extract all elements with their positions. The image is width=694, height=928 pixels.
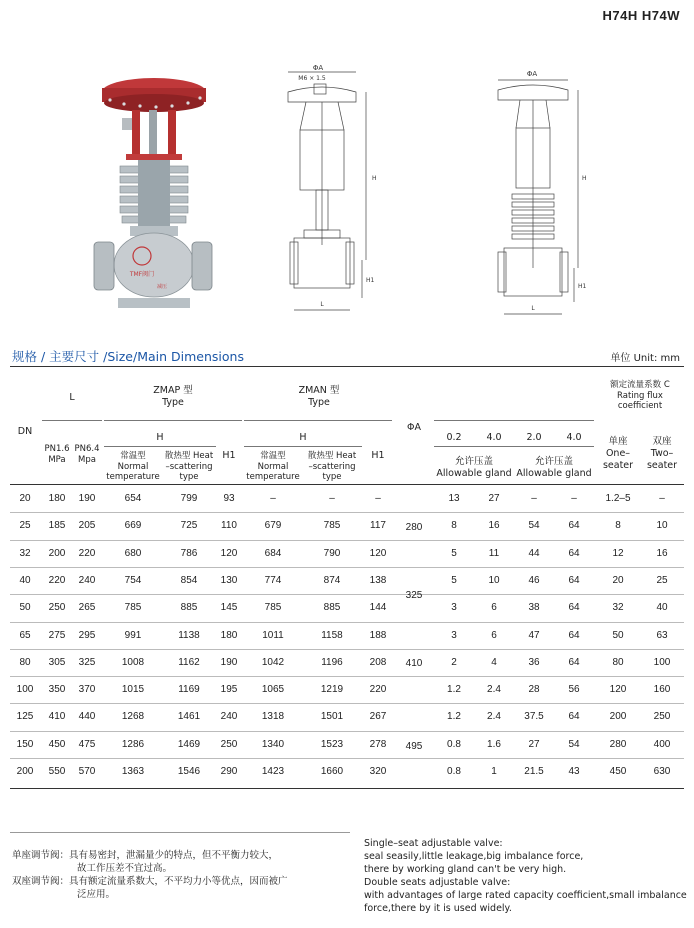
table-cell: 1042 (261, 656, 285, 668)
table-cell: 32 (19, 547, 31, 559)
table-cell: 117 (370, 520, 386, 532)
table-cell: 1 (491, 766, 497, 777)
model-title: H74H H74W (602, 8, 680, 23)
table-cell: 2.4 (487, 711, 501, 723)
row-divider (10, 731, 684, 732)
table-cell: 6 (491, 629, 497, 641)
table-cell: 3 (451, 602, 457, 614)
thread-label: M6 × 1.5 (298, 75, 326, 82)
table-cell: 550 (48, 766, 66, 777)
table-cell: 786 (180, 547, 198, 559)
table-cell: 16 (488, 520, 500, 532)
table-cell: 190 (220, 656, 238, 668)
table-cell: 305 (48, 656, 66, 668)
table-cell: 54 (568, 738, 580, 750)
table-cell: 290 (220, 766, 238, 777)
table-cell: 120 (369, 547, 387, 559)
table-cell: 1660 (320, 766, 344, 777)
table-cell: 64 (568, 520, 580, 532)
table-cell: 120 (220, 547, 238, 559)
table-cell: 440 (78, 711, 96, 723)
table-cell: 0.8 (447, 766, 461, 777)
table-cell: 220 (48, 574, 66, 586)
table-cell: 8 (451, 520, 457, 532)
table-cell: 1340 (261, 738, 285, 750)
table-cell: 64 (568, 656, 580, 668)
table-cell: 854 (180, 574, 198, 586)
table-cell: 65 (19, 629, 31, 641)
badge-text: 减压 (156, 284, 168, 290)
header-g40b: 4.0 (566, 432, 582, 443)
header-one-seater: 单座 One– seater (602, 436, 634, 471)
table-cell: 5 (451, 574, 457, 586)
notes-rule (10, 832, 350, 833)
table-cell: 475 (78, 738, 96, 750)
table-cell: 250 (48, 602, 66, 614)
note-en-6: force,there by it is used widely. (364, 903, 512, 914)
table-cell: 3 (451, 629, 457, 641)
table-cell: – (531, 493, 537, 504)
row-divider (10, 649, 684, 650)
header-pn16: PN1.6 MPa (44, 444, 70, 465)
row-divider (10, 567, 684, 568)
table-cell: – (659, 493, 665, 504)
header-line-zman (244, 420, 392, 421)
table-cell: 27 (488, 493, 500, 504)
table-cell: 63 (656, 629, 668, 641)
table-cell: 25 (656, 574, 668, 586)
header-rating: 额定流量系数 C Rating flux coefficient (610, 380, 670, 411)
table-cell: 1065 (261, 684, 285, 696)
header-zman-h1: H1 (371, 450, 385, 461)
table-cell: 1196 (321, 656, 343, 668)
header-l: L (69, 392, 75, 403)
table-cell: 205 (78, 520, 96, 532)
table-cell: 50 (19, 602, 31, 614)
note-cn-1b: 故工作压差不宜过高。 (77, 863, 173, 874)
h-label-2: H (582, 175, 587, 182)
table-cell: 13 (448, 493, 460, 504)
table-cell: 160 (653, 684, 671, 696)
header-gland2: 允许压盖 Allowable gland (516, 456, 592, 479)
table-cell: 27 (528, 738, 540, 750)
note-en-1: Single–seat adjustable valve: (364, 838, 503, 849)
table-cell: 54 (528, 520, 540, 532)
table-cell: 1015 (121, 684, 145, 696)
table-cell: 200 (609, 711, 627, 723)
table-cell: 100 (653, 656, 671, 668)
table-cell: 669 (124, 520, 142, 532)
table-cell: 180 (220, 629, 238, 641)
table-cell: 110 (221, 520, 237, 532)
header-zmap-h1: H1 (222, 450, 236, 461)
header-line-gland (434, 420, 594, 421)
header-line-l (42, 420, 102, 421)
table-cell: 410 (48, 711, 66, 723)
table-cell: 12 (612, 547, 624, 559)
row-divider (10, 622, 684, 623)
table-cell: 570 (78, 766, 96, 777)
table-cell: 100 (16, 684, 34, 696)
l-label-2: L (531, 305, 535, 312)
table-cell: 680 (124, 547, 142, 559)
table-cell: 200 (48, 547, 66, 559)
table-cell: 38 (528, 602, 540, 614)
table-cell: 6 (491, 602, 497, 614)
header-g02: 0.2 (446, 432, 462, 443)
table-cell: 1318 (261, 711, 285, 723)
h1-label: H1 (366, 277, 375, 284)
unit-label: 单位 Unit: mm (610, 353, 680, 364)
table-cell: 265 (78, 602, 96, 614)
table-cell: – (270, 493, 276, 504)
header-line-zman-h (244, 446, 362, 447)
table-cell: 44 (528, 547, 540, 559)
header-zman: ZMAN 型 Type (298, 385, 340, 408)
table-cell: 46 (528, 574, 540, 586)
table-cell: 684 (264, 547, 282, 559)
table-cell: 400 (653, 738, 671, 750)
table-cell: 43 (568, 766, 580, 777)
table-cell: 138 (369, 574, 387, 586)
table-cell: 1011 (262, 629, 284, 641)
nameplate-text: TMF阀门 (129, 271, 155, 278)
table-cell: 785 (124, 602, 142, 614)
table-cell: 11 (488, 547, 500, 559)
table-cell: 370 (78, 684, 96, 696)
header-phia: ΦA (407, 422, 421, 433)
note-en-2: seal seasily,little leakage,big imbalance force, (364, 851, 584, 862)
note-cn-1: 单座调节阀：具有易密封，泄漏量少的特点，但不平衡力较大， (12, 850, 279, 861)
table-cell: 190 (78, 493, 96, 504)
table-cell: 280 (609, 738, 627, 750)
table-cell: 1169 (178, 684, 200, 696)
table-cell: 32 (612, 602, 624, 614)
table-cell: 1.2 (447, 684, 461, 696)
table-cell: 21.5 (524, 766, 544, 777)
table-cell: 450 (609, 766, 627, 777)
table-cell: 267 (369, 711, 387, 723)
header-zmap-h: H (156, 432, 164, 443)
table-cell: 1469 (177, 738, 201, 750)
table-cell: 874 (323, 574, 341, 586)
header-g40a: 4.0 (486, 432, 502, 443)
table-cell: 774 (264, 574, 282, 586)
table-cell: 150 (16, 738, 34, 750)
table-cell: 1.2–5 (605, 493, 631, 504)
table-cell: 188 (369, 629, 387, 641)
phi-a-label: ΦA (312, 64, 324, 72)
header-gland1: 允许压盖 Allowable gland (436, 456, 512, 479)
note-en-3: there by working gland can't be very high. (364, 864, 567, 875)
note-en-4: Double seats adjustable valve: (364, 877, 511, 888)
table-cell: 1162 (178, 656, 200, 668)
table-cell: 1158 (321, 629, 343, 641)
table-cell: – (571, 493, 577, 504)
dimension-drawing-side (486, 68, 596, 320)
table-cell: 208 (369, 656, 387, 668)
table-cell: 220 (369, 684, 387, 696)
table-cell: 20 (612, 574, 624, 586)
table-cell: 40 (19, 574, 31, 586)
table-cell: 250 (653, 711, 671, 723)
table-cell: 1501 (320, 711, 344, 723)
table-cell: 64 (568, 711, 580, 723)
table-cell: 799 (180, 493, 198, 504)
table-cell: 1523 (320, 738, 344, 750)
table-cell: 754 (124, 574, 142, 586)
table-cell: 180 (48, 493, 66, 504)
table-cell: 1219 (320, 684, 344, 696)
phia-495: 495 (405, 741, 423, 752)
table-cell: 2.4 (487, 684, 501, 696)
table-cell: 350 (48, 684, 66, 696)
table-top-rule (10, 366, 684, 367)
table-cell: 25 (19, 520, 31, 532)
l-label: L (320, 301, 324, 308)
table-cell: 144 (369, 602, 387, 614)
table-cell: 1423 (261, 766, 285, 777)
h-label: H (372, 175, 377, 182)
table-cell: – (329, 493, 335, 504)
table-cell: 785 (323, 520, 341, 532)
table-cell: 56 (568, 684, 580, 696)
table-cell: 1461 (177, 711, 201, 723)
table-cell: 725 (180, 520, 198, 532)
header-g20: 2.0 (526, 432, 542, 443)
table-cell: 64 (568, 547, 580, 559)
table-cell: 36 (528, 656, 540, 668)
header-zmap: ZMAP 型 Type (153, 385, 193, 408)
table-cell: 40 (656, 602, 668, 614)
table-cell: 654 (124, 493, 142, 504)
table-cell: 1363 (121, 766, 145, 777)
table-cell: 785 (264, 602, 282, 614)
table-cell: 50 (612, 629, 624, 641)
table-cell: 37.5 (524, 711, 544, 723)
h1-label-2: H1 (578, 283, 587, 290)
table-cell: 64 (568, 574, 580, 586)
table-cell: 130 (220, 574, 238, 586)
row-divider (10, 594, 684, 595)
phia-280: 280 (405, 522, 423, 533)
table-cell: 630 (653, 766, 671, 777)
table-cell: 10 (656, 520, 668, 532)
header-zman-h: H (299, 432, 307, 443)
dimension-drawing-front (266, 60, 386, 318)
table-cell: 8 (615, 520, 621, 532)
table-header-rule (10, 484, 684, 485)
header-zmap-normal: 常温型 Normal temperature (106, 451, 160, 482)
table-cell: 0.8 (447, 738, 461, 750)
row-divider (10, 540, 684, 541)
row-divider (10, 512, 684, 513)
table-cell: 120 (609, 684, 627, 696)
table-cell: 679 (264, 520, 282, 532)
table-cell: 80 (612, 656, 624, 668)
table-cell: 1008 (121, 656, 145, 668)
table-cell: 320 (369, 766, 387, 777)
table-cell: 991 (124, 629, 142, 641)
row-divider (10, 703, 684, 704)
table-cell: 240 (78, 574, 96, 586)
valve-photo (92, 70, 214, 320)
table-cell: 64 (568, 602, 580, 614)
table-cell: 4 (491, 656, 497, 668)
table-cell: 250 (220, 738, 238, 750)
table-cell: 450 (48, 738, 66, 750)
table-cell: 1546 (177, 766, 201, 777)
table-cell: – (375, 493, 381, 504)
table-cell: 185 (48, 520, 66, 532)
table-cell: 145 (220, 602, 238, 614)
table-cell: 790 (323, 547, 341, 559)
header-zman-heat: 散热型 Heat –scattering type (307, 451, 357, 482)
table-cell: 28 (528, 684, 540, 696)
phia-410: 410 (405, 658, 423, 669)
note-cn-2b: 泛应用。 (77, 889, 116, 900)
row-divider (10, 676, 684, 677)
header-zmap-heat: 散热型 Heat –scattering type (164, 451, 214, 482)
table-cell: 16 (656, 547, 668, 559)
table-cell: 1268 (121, 711, 145, 723)
header-dn: DN (17, 426, 33, 437)
header-two-seater: 双座 Two– seater (646, 436, 678, 471)
table-cell: 885 (323, 602, 341, 614)
table-cell: 195 (220, 684, 238, 696)
table-cell: 295 (78, 629, 96, 641)
table-cell: 5 (451, 547, 457, 559)
table-cell: 1.2 (447, 711, 461, 723)
header-line-zmap-h (104, 446, 216, 447)
table-cell: 125 (16, 711, 34, 723)
table-cell: 220 (78, 547, 96, 559)
table-bottom-rule (10, 788, 684, 789)
note-cn-2: 双座调节阀：具有额定流量系数大，不平均力小等优点，因而被广 (12, 876, 288, 887)
table-cell: 64 (568, 629, 580, 641)
table-cell: 1.6 (487, 738, 501, 750)
table-cell: 47 (528, 629, 540, 641)
table-cell: 240 (220, 711, 238, 723)
header-zman-normal: 常温型 Normal temperature (246, 451, 300, 482)
phi-a-label-2: ΦA (526, 70, 538, 78)
header-pn64: PN6.4 Mpa (74, 444, 100, 465)
header-line-gland2 (434, 446, 594, 447)
section-title: 规格 / 主要尺寸 /Size/Main Dimensions (12, 349, 244, 364)
phia-325: 325 (405, 590, 423, 601)
table-cell: 275 (48, 629, 66, 641)
header-line-zmap (104, 420, 242, 421)
table-cell: 1138 (178, 629, 200, 641)
table-cell: 885 (180, 602, 198, 614)
table-cell: 20 (19, 493, 31, 504)
table-cell: 325 (78, 656, 96, 668)
table-cell: 200 (16, 766, 34, 777)
note-en-5: with advantages of large rated capacity coefficient,small imbalance (364, 890, 687, 901)
row-divider (10, 758, 684, 759)
table-cell: 10 (488, 574, 500, 586)
table-cell: 278 (369, 738, 387, 750)
table-cell: 2 (451, 656, 457, 668)
table-cell: 1286 (121, 738, 145, 750)
table-cell: 93 (223, 493, 235, 504)
table-cell: 80 (19, 656, 31, 668)
